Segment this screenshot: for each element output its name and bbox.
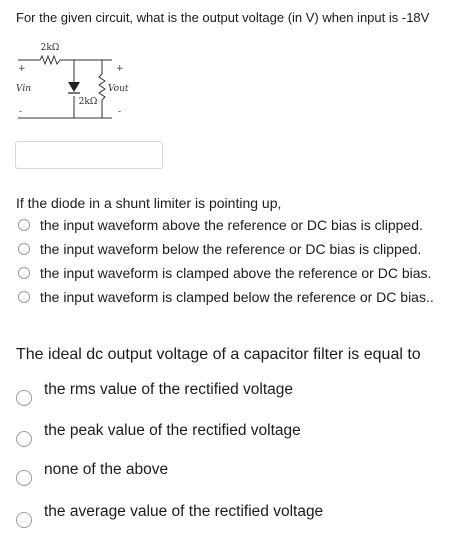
option-label: the input waveform is clamped below the reference or DC bias.. — [40, 289, 434, 305]
question-2-option-2[interactable] — [18, 239, 421, 259]
circuit-diagram — [10, 36, 140, 132]
question-3-option-1[interactable] — [16, 380, 293, 404]
answer-input[interactable] — [15, 141, 163, 169]
option-label: the peak value of the rectified voltage — [44, 422, 301, 439]
r-shunt-label: 2kΩ — [78, 97, 98, 107]
question-1-text: For the given circuit, what is the output voltage (in V) when input is -18V — [16, 10, 430, 25]
radio-button[interactable] — [16, 470, 32, 486]
radio-button[interactable] — [18, 243, 30, 255]
question-3-option-3[interactable] — [16, 460, 168, 484]
question-3-option-4[interactable] — [16, 502, 323, 526]
radio-button[interactable] — [18, 291, 30, 303]
radio-button[interactable] — [16, 390, 32, 406]
question-2-option-3[interactable] — [18, 263, 431, 283]
question-2-text: If the diode in a shunt limiter is pointing up, — [16, 195, 282, 211]
question-2-option-1[interactable] — [18, 215, 423, 235]
option-label: the input waveform below the reference or DC bias is clipped. — [40, 241, 422, 257]
radio-button[interactable] — [18, 219, 30, 231]
option-label: the input waveform above the reference or DC bias is clipped. — [40, 217, 423, 233]
option-label: the input waveform is clamped above the reference or DC bias. — [40, 265, 432, 281]
vin-plus-sign: + — [18, 64, 26, 74]
vout-plus-sign: + — [116, 64, 124, 74]
option-label: none of the above — [44, 461, 169, 478]
vout-minus-sign: - — [118, 107, 122, 117]
vout-label: Vout — [108, 84, 129, 94]
diode-symbol — [68, 82, 80, 93]
vin-label: Vin — [16, 84, 32, 94]
vin-minus-sign: - — [19, 107, 23, 117]
question-3-text: The ideal dc output voltage of a capacitor filter is equal to — [16, 346, 421, 363]
radio-button[interactable] — [18, 267, 30, 279]
radio-button[interactable] — [16, 431, 32, 447]
radio-button[interactable] — [16, 512, 32, 528]
option-label: the average value of the rectified voltage — [44, 503, 324, 520]
question-3-option-2[interactable] — [16, 421, 301, 445]
question-2-option-4[interactable] — [18, 287, 434, 307]
option-label: the rms value of the rectified voltage — [44, 381, 293, 398]
r-top-label: 2kΩ — [40, 43, 60, 53]
